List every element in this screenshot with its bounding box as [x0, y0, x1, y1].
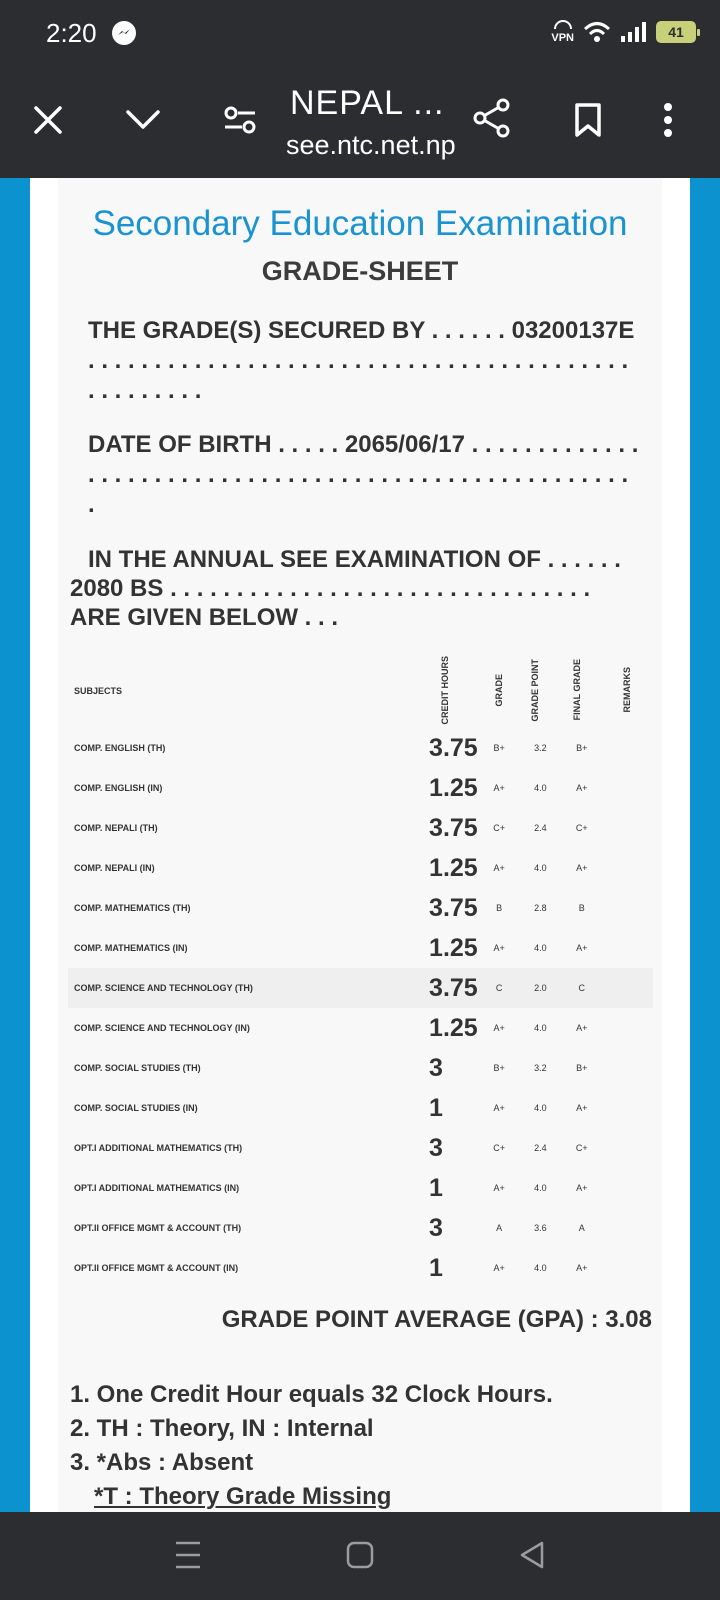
- grade-cell: A+: [493, 1103, 505, 1113]
- final-grade-cell: B+: [576, 1063, 588, 1073]
- subject-cell: COMP. SOCIAL STUDIES (TH): [74, 1063, 201, 1073]
- table-row: [68, 888, 653, 928]
- subject-cell: COMP. SCIENCE AND TECHNOLOGY (IN): [74, 1023, 250, 1033]
- site-settings-icon[interactable]: [220, 102, 260, 138]
- header-grade: [480, 654, 519, 728]
- remarks-cell: [601, 848, 653, 888]
- grade-cell: B+: [493, 743, 505, 753]
- grade-point-cell: 4.0: [534, 863, 547, 873]
- credit-hours-cell: 3.75: [429, 813, 478, 842]
- table-row: [68, 1088, 653, 1128]
- subject-cell: OPT.II OFFICE MGMT & ACCOUNT (TH): [74, 1223, 242, 1233]
- subject-cell: COMP. NEPALI (IN): [74, 863, 155, 873]
- grade-cell: C+: [493, 823, 506, 833]
- secured-by-line: THE GRADE(S) SECURED BY . . . . . . 03200137E . . . . . . . . . . . . . . . . . . . . . . . . . . . . . . . . . . . . . . . . . . . . . . . . . .: [88, 317, 635, 404]
- grade-cell: A+: [493, 1023, 505, 1033]
- sheet-title: GRADE-SHEET: [261, 256, 459, 286]
- final-grade-cell: A+: [576, 1263, 588, 1273]
- header-final-grade-label: FINAL GRADE: [571, 659, 582, 721]
- subject-cell: COMP. SOCIAL STUDIES (IN): [74, 1103, 198, 1113]
- final-grade-cell: A: [578, 1223, 585, 1233]
- header-subjects: SUBJECTS: [74, 686, 123, 696]
- remarks-cell: [601, 808, 653, 848]
- credit-hours-cell: 1: [429, 1253, 443, 1282]
- credit-hours-cell: 1: [429, 1093, 443, 1122]
- remarks-cell: [601, 728, 653, 768]
- more-options-icon[interactable]: [656, 100, 680, 140]
- page-url[interactable]: see.ntc.net.np: [286, 130, 456, 160]
- vpn-label: VPN: [551, 32, 574, 44]
- table-row: [68, 768, 653, 808]
- grade-cell: A+: [493, 1183, 505, 1193]
- grade-point-cell: 4.0: [534, 1103, 547, 1113]
- credit-hours-cell: 1.25: [429, 773, 478, 802]
- grades-table-body: [68, 728, 653, 1288]
- remarks-cell: [601, 768, 653, 808]
- remarks-cell: [601, 1008, 653, 1048]
- header-remarks-label: REMARKS: [622, 667, 633, 713]
- remarks-cell: [601, 1088, 653, 1128]
- remarks-cell: [601, 1168, 653, 1208]
- grade-point-cell: 4.0: [534, 1023, 547, 1033]
- grade-cell: B: [496, 903, 503, 913]
- grade-cell: A+: [493, 1263, 505, 1273]
- vpn-icon: [551, 20, 574, 44]
- grade-point-cell: 2.8: [534, 903, 547, 913]
- subject-cell: OPT.I ADDITIONAL MATHEMATICS (TH): [74, 1143, 243, 1153]
- credit-hours-cell: 3: [429, 1213, 443, 1242]
- table-row: [68, 808, 653, 848]
- grade-point-cell: 2.4: [534, 823, 547, 833]
- header-grade-label: GRADE: [494, 673, 505, 707]
- gpa-summary: GRADE POINT AVERAGE (GPA) : 3.08: [221, 1306, 652, 1333]
- signal-icon: [620, 21, 648, 43]
- battery-icon: [656, 21, 696, 43]
- home-icon[interactable]: [346, 1540, 374, 1575]
- grade-point-cell: 2.4: [534, 1143, 547, 1153]
- messenger-icon: [112, 21, 136, 45]
- subject-cell: COMP. SCIENCE AND TECHNOLOGY (TH): [68, 968, 421, 1008]
- credit-hours-cell: 3: [429, 1133, 443, 1162]
- header-grade-point: [519, 654, 562, 728]
- back-icon[interactable]: [518, 1540, 546, 1575]
- status-bar: [0, 0, 720, 64]
- table-row: [68, 1168, 653, 1208]
- year-line: 2080 BS . . . . . . . . . . . . . . . . . . . . . . . . . . . . . . . .: [70, 575, 591, 602]
- remarks-cell: [601, 888, 653, 928]
- remarks-cell: [601, 968, 653, 1008]
- exam-line: IN THE ANNUAL SEE EXAMINATION OF . . . . . .: [88, 546, 621, 573]
- credit-hours-cell: 3.75: [429, 893, 478, 922]
- browser-toolbar: [0, 64, 720, 178]
- grade-point-cell: 4.0: [534, 1263, 547, 1273]
- credit-hours-cell: 1.25: [429, 853, 478, 882]
- table-row: [68, 1048, 653, 1088]
- final-grade-cell: C+: [575, 823, 588, 833]
- remarks-cell: [601, 928, 653, 968]
- subject-cell: COMP. MATHEMATICS (TH): [74, 903, 191, 913]
- date-of-birth-line: DATE OF BIRTH . . . . . 2065/06/17 . . . . . . . . . . . . . . . . . . . . . . . . . . . . . . . . . . . . . . . . . . . . . . . . . . . . . . .: [88, 431, 639, 518]
- grade-cell: C+: [493, 1143, 506, 1153]
- chevron-down-icon[interactable]: [122, 102, 164, 138]
- status-time: 2:20: [46, 18, 97, 48]
- final-grade-cell: A+: [576, 1183, 588, 1193]
- grades-table: [68, 654, 653, 1288]
- grade-point-cell: 3.6: [534, 1223, 547, 1233]
- final-grade-cell: A+: [576, 943, 588, 953]
- header-remarks: [601, 654, 653, 728]
- remarks-cell: [601, 1208, 653, 1248]
- header-grade-point-label: GRADE POINT: [530, 658, 541, 722]
- table-row: [68, 1248, 653, 1288]
- grade-cell: A+: [493, 863, 505, 873]
- grade-cell: C: [480, 968, 519, 1008]
- bookmark-icon[interactable]: [570, 100, 606, 140]
- note-item: 2. TH : Theory, IN : Internal: [70, 1415, 374, 1442]
- credit-hours-cell: 1.25: [429, 933, 478, 962]
- subject-cell: COMP. ENGLISH (TH): [74, 743, 166, 753]
- table-row: [68, 1008, 653, 1048]
- table-row: [68, 1208, 653, 1248]
- final-grade-cell: C+: [575, 1143, 588, 1153]
- final-grade-cell: A+: [576, 1103, 588, 1113]
- grade-cell: A+: [493, 783, 505, 793]
- recent-apps-icon[interactable]: [174, 1540, 202, 1575]
- close-icon[interactable]: [28, 100, 68, 140]
- grade-sheet-card: [30, 178, 690, 1512]
- final-grade-cell: A+: [576, 1023, 588, 1033]
- exam-title: Secondary Education Examination: [92, 204, 628, 243]
- grade-point-cell: 4.0: [534, 943, 547, 953]
- notes-list: [70, 1378, 553, 1512]
- subject-cell: COMP. ENGLISH (IN): [74, 783, 163, 793]
- table-row: [68, 968, 653, 1008]
- final-grade-cell: B: [578, 903, 585, 913]
- given-below-line: ARE GIVEN BELOW . . .: [70, 604, 339, 631]
- wifi-icon: [582, 20, 612, 44]
- subject-cell: OPT.II OFFICE MGMT & ACCOUNT (IN): [74, 1263, 239, 1273]
- header-credit-hours: [421, 654, 480, 728]
- final-grade-cell: B+: [576, 743, 588, 753]
- grade-point-cell: 3.2: [534, 1063, 547, 1073]
- subject-cell: OPT.I ADDITIONAL MATHEMATICS (IN): [74, 1183, 240, 1193]
- grade-cell: B+: [493, 1063, 505, 1073]
- final-grade-cell: A+: [576, 863, 588, 873]
- credit-hours-cell: 3.75: [429, 733, 478, 762]
- table-row: [68, 728, 653, 768]
- share-icon[interactable]: [470, 96, 514, 140]
- header-credit-label: CREDIT HOURS: [440, 655, 451, 725]
- status-icons: [551, 16, 696, 48]
- final-grade-cell: C: [562, 968, 601, 1008]
- grade-point-cell: 4.0: [534, 1183, 547, 1193]
- subject-cell: COMP. MATHEMATICS (IN): [74, 943, 188, 953]
- note-item: *T : Theory Grade Missing: [94, 1483, 392, 1510]
- remarks-cell: [601, 1248, 653, 1288]
- table-row: [68, 1128, 653, 1168]
- credit-hours-cell: 1.25: [429, 1013, 478, 1042]
- note-item: 3. *Abs : Absent: [70, 1449, 254, 1476]
- credit-hours-cell: 1: [429, 1173, 443, 1202]
- table-row: [68, 928, 653, 968]
- remarks-cell: [601, 1128, 653, 1168]
- grade-point-cell: 2.0: [519, 968, 562, 1008]
- note-item: 1. One Credit Hour equals 32 Clock Hours.: [70, 1381, 553, 1408]
- table-row: [68, 848, 653, 888]
- grade-cell: A+: [493, 943, 505, 953]
- page-title[interactable]: NEPAL ...: [290, 84, 445, 122]
- grade-point-cell: 3.2: [534, 743, 547, 753]
- final-grade-cell: A+: [576, 783, 588, 793]
- remarks-cell: [601, 1048, 653, 1088]
- grade-cell: A: [496, 1223, 503, 1233]
- grade-point-cell: 4.0: [534, 783, 547, 793]
- credit-hours-cell: 3: [429, 1053, 443, 1082]
- system-nav-bar: [0, 1512, 720, 1600]
- battery-level: 41: [668, 24, 684, 40]
- subject-cell: COMP. NEPALI (TH): [74, 823, 158, 833]
- header-final-grade: [562, 654, 601, 728]
- credit-hours-cell: 3.75: [421, 968, 480, 1008]
- grade-sheet-content: [58, 178, 662, 1512]
- table-header-row: [68, 654, 653, 728]
